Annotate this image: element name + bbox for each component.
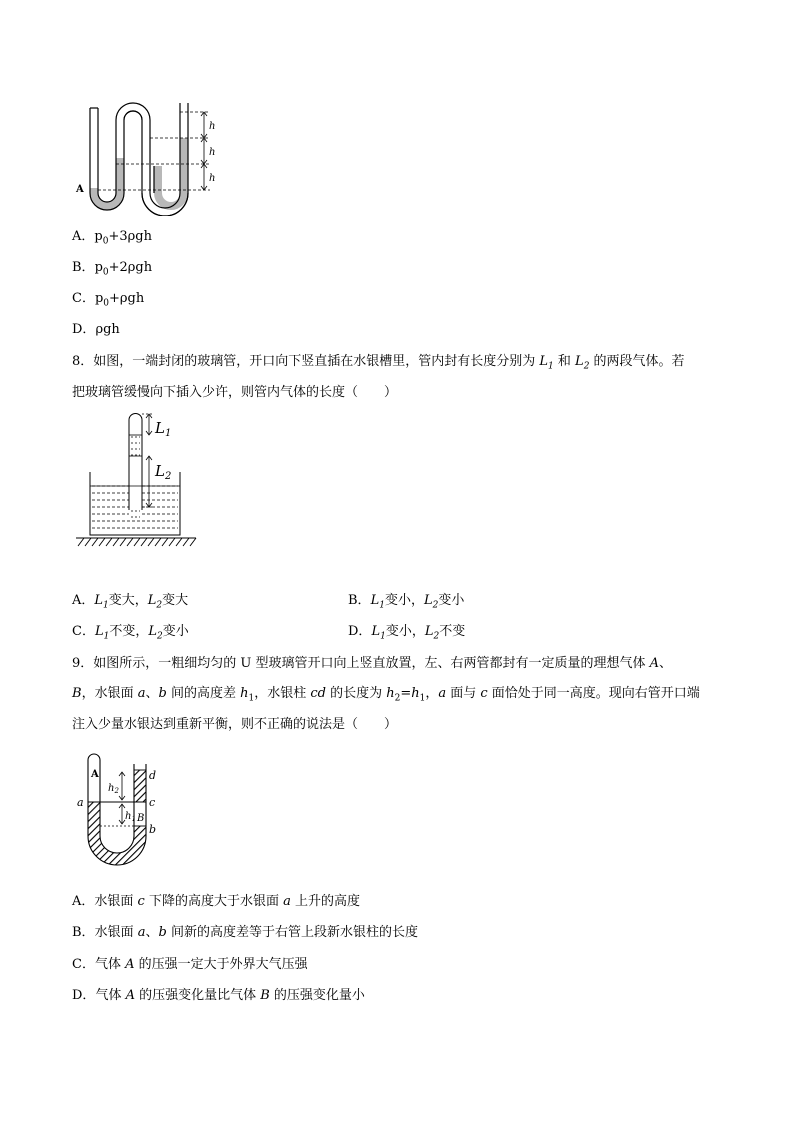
- q9-label-b: b: [149, 823, 157, 836]
- q7-label-A: A: [76, 184, 84, 195]
- q9-label-B: B: [137, 813, 145, 824]
- q9-stem-line2: B，水银面 a、b 间的高度差 $h_1$，水银柱 cd 的长度为 $h_2=h_1$，a 面与 c 面恰处于同一高度。现向右管开口端: [72, 686, 700, 704]
- q7-option-a: A．$p_0+3\rho gh$: [72, 229, 152, 247]
- q8-tube-figure: [72, 410, 202, 550]
- q9-stem-line1: 9．如图所示，一粗细均匀的 U 型玻璃管开口向上竖直放置，左、右两管都封有一定质量的理想气体 A、: [72, 656, 673, 671]
- q9-option-d: D．气体 A 的压强变化量比气体 B 的压强变化量小: [72, 988, 365, 1003]
- q7-mercury: [90, 138, 188, 210]
- q7-label-h2: h: [209, 147, 216, 158]
- q9-mercury-bottom: [88, 802, 146, 865]
- q7-option-d: D．ρgh: [72, 322, 120, 337]
- q7-tube: [90, 103, 188, 216]
- q7-option-b: B．$p_0+2\rho gh$: [72, 260, 153, 278]
- q9-mercury-cd: [134, 770, 146, 802]
- q8-option-d: D．$L_1$变小，$L_2$不变: [348, 624, 466, 642]
- q7-option-c: C．$p_0+\rho gh$: [72, 291, 145, 309]
- q8-label-L1: $L_1$: [155, 419, 172, 439]
- q9-label-d: d: [149, 769, 157, 782]
- q7-label-h1: h: [209, 121, 216, 132]
- q9-option-c: C．气体 A 的压强一定大于外界大气压强: [72, 957, 308, 972]
- q8-stem-line2: 把玻璃管缓慢向下插入少许，则管内气体的长度（ ）: [72, 385, 398, 400]
- q7-u-tube-figure: [70, 98, 230, 216]
- q8-mercury-tank: [92, 486, 178, 528]
- q8-label-L2: $L_2$: [155, 462, 172, 482]
- q8-option-a: A．$L_1$变大，$L_2$变大: [72, 593, 189, 611]
- q8-mercury-column: [131, 437, 140, 517]
- q8-glass-tube: [129, 414, 142, 511]
- q8-option-c: C．$L_1$不变，$L_2$变小: [72, 624, 189, 642]
- q9-label-a: a: [77, 796, 84, 809]
- q9-label-c: c: [149, 796, 156, 809]
- q9-label-A: A: [91, 769, 99, 780]
- q8-option-b: B．$L_1$变小，$L_2$变小: [348, 593, 465, 611]
- q8-stem-line1: 8．如图，一端封闭的玻璃管，开口向下竖直插在水银槽里，管内封有长度分别为 $L_1$ 和 $L_2$ 的两段气体。若: [72, 354, 685, 372]
- q7-h-arrows: [201, 112, 207, 190]
- q9-option-b: B．水银面 a、b 间新的高度差等于右管上段新水银柱的长度: [72, 925, 418, 940]
- q7-label-h3: h: [209, 173, 216, 184]
- q9-stem-line3: 注入少量水银达到重新平衡，则不正确的说法是（ ）: [72, 717, 398, 732]
- q9-label-h1: $h_1$: [125, 811, 136, 823]
- q9-option-a: A．水银面 c 下降的高度大于水银面 a 上升的高度: [72, 894, 360, 909]
- q8-ground: [76, 538, 196, 546]
- q9-label-h2: $h_2$: [108, 783, 119, 795]
- q9-u-tube-figure: [74, 750, 164, 872]
